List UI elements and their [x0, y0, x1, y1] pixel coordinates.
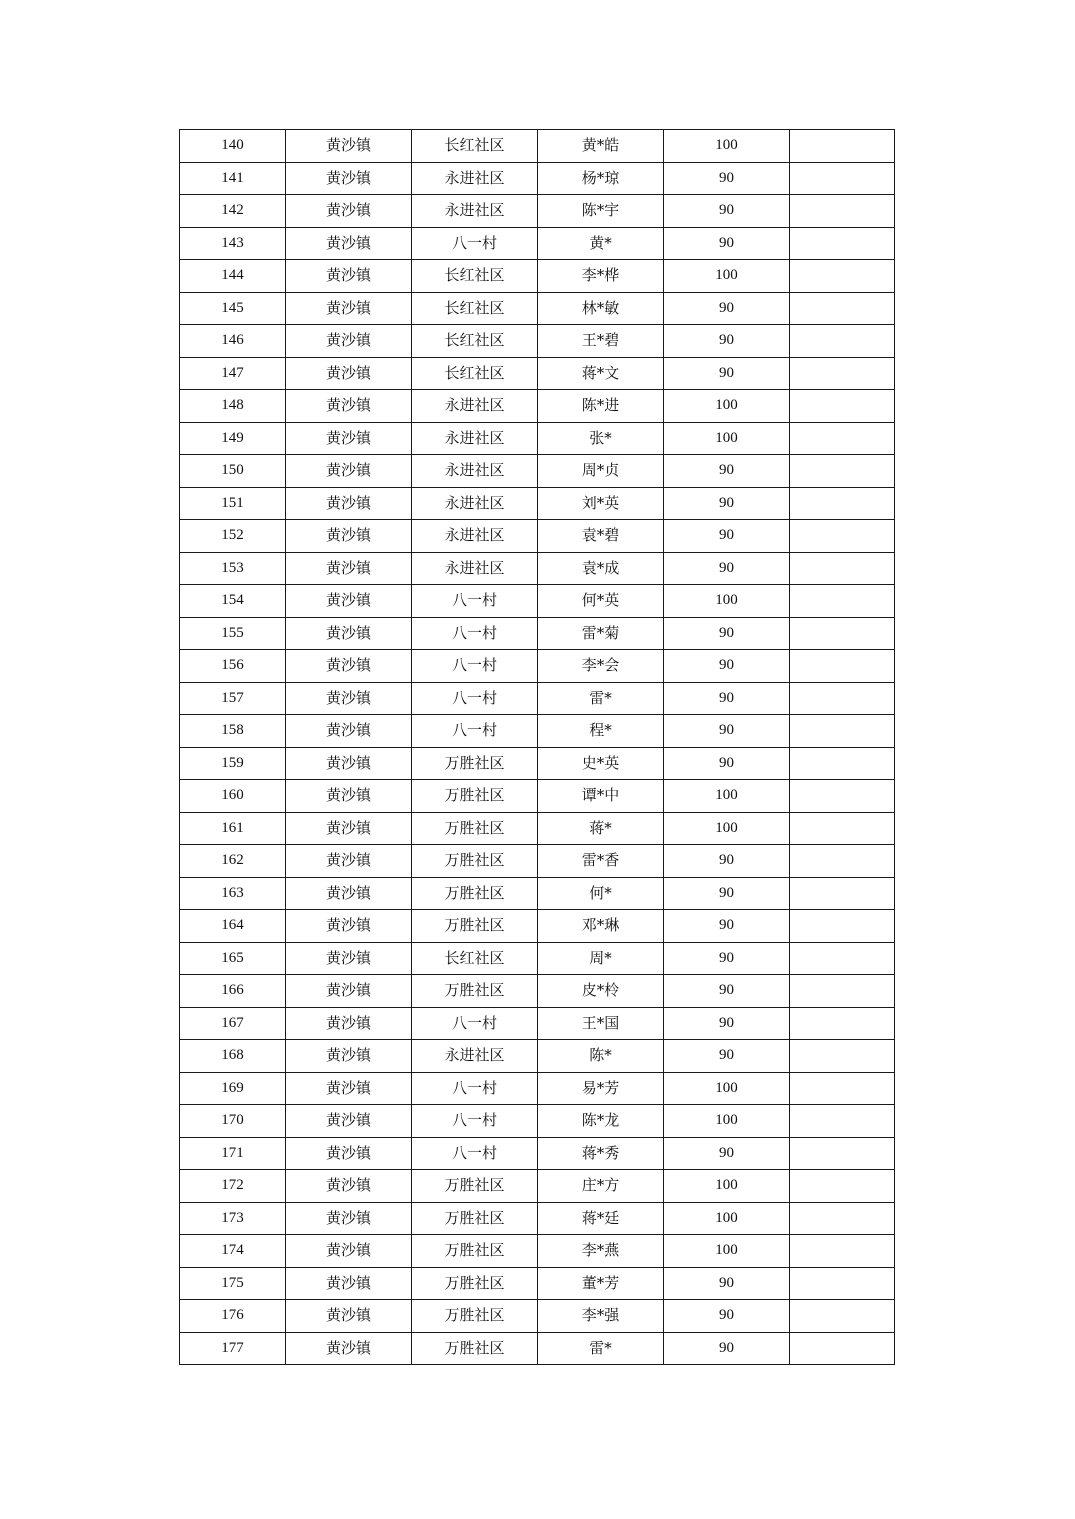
village-cell: 八一村 — [412, 585, 538, 618]
table-row — [180, 1202, 895, 1235]
name-cell: 陈*进 — [538, 390, 664, 423]
row-number-cell: 172 — [180, 1170, 286, 1203]
row-number-cell: 163 — [180, 877, 286, 910]
amount-cell: 90 — [664, 1267, 790, 1300]
note-cell — [790, 520, 895, 553]
note-cell — [790, 455, 895, 488]
name-cell: 雷*菊 — [538, 617, 664, 650]
table-row — [180, 942, 895, 975]
village-cell: 万胜社区 — [412, 812, 538, 845]
row-number-cell: 176 — [180, 1300, 286, 1333]
row-number-cell: 161 — [180, 812, 286, 845]
table-row — [180, 520, 895, 553]
table-row — [180, 162, 895, 195]
roster-table — [179, 129, 895, 1365]
table-row — [180, 422, 895, 455]
amount-cell: 90 — [664, 910, 790, 943]
amount-cell: 100 — [664, 1170, 790, 1203]
amount-cell: 90 — [664, 455, 790, 488]
roster-table-body — [180, 130, 895, 1365]
row-number-cell: 140 — [180, 130, 286, 163]
town-cell: 黄沙镇 — [286, 942, 412, 975]
table-row — [180, 780, 895, 813]
table-row — [180, 390, 895, 423]
note-cell — [790, 585, 895, 618]
amount-cell: 100 — [664, 1202, 790, 1235]
amount-cell: 90 — [664, 682, 790, 715]
note-cell — [790, 487, 895, 520]
town-cell: 黄沙镇 — [286, 162, 412, 195]
row-number-cell: 146 — [180, 325, 286, 358]
name-cell: 李*会 — [538, 650, 664, 683]
note-cell — [790, 130, 895, 163]
note-cell — [790, 845, 895, 878]
note-cell — [790, 552, 895, 585]
village-cell: 长红社区 — [412, 942, 538, 975]
row-number-cell: 141 — [180, 162, 286, 195]
amount-cell: 90 — [664, 227, 790, 260]
note-cell — [790, 260, 895, 293]
village-cell: 永进社区 — [412, 162, 538, 195]
village-cell: 永进社区 — [412, 390, 538, 423]
town-cell: 黄沙镇 — [286, 487, 412, 520]
town-cell: 黄沙镇 — [286, 812, 412, 845]
name-cell: 易*芳 — [538, 1072, 664, 1105]
table-row — [180, 227, 895, 260]
table-row — [180, 585, 895, 618]
amount-cell: 90 — [664, 162, 790, 195]
note-cell — [790, 617, 895, 650]
amount-cell: 90 — [664, 877, 790, 910]
table-row — [180, 845, 895, 878]
village-cell: 万胜社区 — [412, 1202, 538, 1235]
name-cell: 张* — [538, 422, 664, 455]
amount-cell: 100 — [664, 1105, 790, 1138]
amount-cell: 100 — [664, 812, 790, 845]
row-number-cell: 147 — [180, 357, 286, 390]
amount-cell: 90 — [664, 1007, 790, 1040]
town-cell: 黄沙镇 — [286, 877, 412, 910]
town-cell: 黄沙镇 — [286, 552, 412, 585]
name-cell: 李*强 — [538, 1300, 664, 1333]
note-cell — [790, 682, 895, 715]
town-cell: 黄沙镇 — [286, 1202, 412, 1235]
name-cell: 雷* — [538, 1332, 664, 1365]
table-row — [180, 195, 895, 228]
amount-cell: 90 — [664, 942, 790, 975]
table-row — [180, 747, 895, 780]
town-cell: 黄沙镇 — [286, 975, 412, 1008]
note-cell — [790, 1235, 895, 1268]
town-cell: 黄沙镇 — [286, 1072, 412, 1105]
name-cell: 陈*龙 — [538, 1105, 664, 1138]
row-number-cell: 171 — [180, 1137, 286, 1170]
table-row — [180, 650, 895, 683]
town-cell: 黄沙镇 — [286, 390, 412, 423]
table-row — [180, 682, 895, 715]
name-cell: 蒋*廷 — [538, 1202, 664, 1235]
row-number-cell: 151 — [180, 487, 286, 520]
row-number-cell: 155 — [180, 617, 286, 650]
village-cell: 万胜社区 — [412, 1332, 538, 1365]
town-cell: 黄沙镇 — [286, 682, 412, 715]
town-cell: 黄沙镇 — [286, 617, 412, 650]
note-cell — [790, 715, 895, 748]
village-cell: 永进社区 — [412, 1040, 538, 1073]
amount-cell: 90 — [664, 1040, 790, 1073]
name-cell: 雷*香 — [538, 845, 664, 878]
village-cell: 八一村 — [412, 1105, 538, 1138]
note-cell — [790, 422, 895, 455]
town-cell: 黄沙镇 — [286, 1267, 412, 1300]
village-cell: 长红社区 — [412, 292, 538, 325]
village-cell: 八一村 — [412, 1007, 538, 1040]
note-cell — [790, 292, 895, 325]
row-number-cell: 158 — [180, 715, 286, 748]
town-cell: 黄沙镇 — [286, 422, 412, 455]
village-cell: 永进社区 — [412, 195, 538, 228]
name-cell: 周*贞 — [538, 455, 664, 488]
amount-cell: 100 — [664, 130, 790, 163]
amount-cell: 100 — [664, 1235, 790, 1268]
name-cell: 黄*皓 — [538, 130, 664, 163]
amount-cell: 90 — [664, 1300, 790, 1333]
village-cell: 万胜社区 — [412, 877, 538, 910]
name-cell: 雷* — [538, 682, 664, 715]
note-cell — [790, 1170, 895, 1203]
town-cell: 黄沙镇 — [286, 1235, 412, 1268]
table-row — [180, 812, 895, 845]
name-cell: 王*碧 — [538, 325, 664, 358]
village-cell: 万胜社区 — [412, 1267, 538, 1300]
village-cell: 八一村 — [412, 715, 538, 748]
village-cell: 万胜社区 — [412, 747, 538, 780]
amount-cell: 100 — [664, 1072, 790, 1105]
name-cell: 蒋*文 — [538, 357, 664, 390]
row-number-cell: 173 — [180, 1202, 286, 1235]
note-cell — [790, 1137, 895, 1170]
note-cell — [790, 390, 895, 423]
town-cell: 黄沙镇 — [286, 227, 412, 260]
row-number-cell: 153 — [180, 552, 286, 585]
amount-cell: 100 — [664, 390, 790, 423]
note-cell — [790, 1300, 895, 1333]
village-cell: 长红社区 — [412, 130, 538, 163]
row-number-cell: 162 — [180, 845, 286, 878]
table-row — [180, 552, 895, 585]
note-cell — [790, 975, 895, 1008]
table-row — [180, 617, 895, 650]
row-number-cell: 152 — [180, 520, 286, 553]
row-number-cell: 159 — [180, 747, 286, 780]
table-row — [180, 1300, 895, 1333]
row-number-cell: 156 — [180, 650, 286, 683]
name-cell: 黄* — [538, 227, 664, 260]
amount-cell: 90 — [664, 357, 790, 390]
amount-cell: 90 — [664, 552, 790, 585]
note-cell — [790, 357, 895, 390]
amount-cell: 100 — [664, 585, 790, 618]
note-cell — [790, 650, 895, 683]
table-row — [180, 455, 895, 488]
town-cell: 黄沙镇 — [286, 1170, 412, 1203]
note-cell — [790, 812, 895, 845]
town-cell: 黄沙镇 — [286, 260, 412, 293]
name-cell: 袁*碧 — [538, 520, 664, 553]
amount-cell: 90 — [664, 195, 790, 228]
note-cell — [790, 1332, 895, 1365]
table-row — [180, 1105, 895, 1138]
village-cell: 万胜社区 — [412, 975, 538, 1008]
row-number-cell: 148 — [180, 390, 286, 423]
note-cell — [790, 877, 895, 910]
row-number-cell: 165 — [180, 942, 286, 975]
village-cell: 万胜社区 — [412, 910, 538, 943]
table-row — [180, 1040, 895, 1073]
town-cell: 黄沙镇 — [286, 650, 412, 683]
amount-cell: 90 — [664, 715, 790, 748]
row-number-cell: 157 — [180, 682, 286, 715]
amount-cell: 90 — [664, 520, 790, 553]
village-cell: 八一村 — [412, 617, 538, 650]
name-cell: 杨*琼 — [538, 162, 664, 195]
note-cell — [790, 162, 895, 195]
row-number-cell: 168 — [180, 1040, 286, 1073]
row-number-cell: 174 — [180, 1235, 286, 1268]
town-cell: 黄沙镇 — [286, 195, 412, 228]
row-number-cell: 143 — [180, 227, 286, 260]
village-cell: 八一村 — [412, 1137, 538, 1170]
village-cell: 万胜社区 — [412, 1170, 538, 1203]
table-row — [180, 715, 895, 748]
note-cell — [790, 1007, 895, 1040]
town-cell: 黄沙镇 — [286, 1105, 412, 1138]
village-cell: 永进社区 — [412, 520, 538, 553]
note-cell — [790, 325, 895, 358]
village-cell: 万胜社区 — [412, 1300, 538, 1333]
name-cell: 程* — [538, 715, 664, 748]
village-cell: 万胜社区 — [412, 845, 538, 878]
table-row — [180, 325, 895, 358]
row-number-cell: 167 — [180, 1007, 286, 1040]
table-row — [180, 1235, 895, 1268]
table-row — [180, 292, 895, 325]
row-number-cell: 145 — [180, 292, 286, 325]
table-row — [180, 1170, 895, 1203]
amount-cell: 90 — [664, 617, 790, 650]
row-number-cell: 164 — [180, 910, 286, 943]
table-row — [180, 910, 895, 943]
name-cell: 陈* — [538, 1040, 664, 1073]
town-cell: 黄沙镇 — [286, 1007, 412, 1040]
table-row — [180, 1332, 895, 1365]
amount-cell: 100 — [664, 260, 790, 293]
town-cell: 黄沙镇 — [286, 1040, 412, 1073]
note-cell — [790, 910, 895, 943]
town-cell: 黄沙镇 — [286, 910, 412, 943]
village-cell: 八一村 — [412, 650, 538, 683]
amount-cell: 100 — [664, 422, 790, 455]
town-cell: 黄沙镇 — [286, 1137, 412, 1170]
amount-cell: 90 — [664, 292, 790, 325]
village-cell: 八一村 — [412, 682, 538, 715]
name-cell: 史*英 — [538, 747, 664, 780]
row-number-cell: 177 — [180, 1332, 286, 1365]
name-cell: 庄*方 — [538, 1170, 664, 1203]
row-number-cell: 149 — [180, 422, 286, 455]
row-number-cell: 154 — [180, 585, 286, 618]
amount-cell: 90 — [664, 1332, 790, 1365]
town-cell: 黄沙镇 — [286, 585, 412, 618]
note-cell — [790, 1105, 895, 1138]
village-cell: 永进社区 — [412, 455, 538, 488]
amount-cell: 90 — [664, 487, 790, 520]
table-row — [180, 1007, 895, 1040]
table-row — [180, 1072, 895, 1105]
name-cell: 王*国 — [538, 1007, 664, 1040]
table-row — [180, 1137, 895, 1170]
village-cell: 八一村 — [412, 227, 538, 260]
village-cell: 长红社区 — [412, 357, 538, 390]
note-cell — [790, 1267, 895, 1300]
row-number-cell: 142 — [180, 195, 286, 228]
town-cell: 黄沙镇 — [286, 845, 412, 878]
name-cell: 李*燕 — [538, 1235, 664, 1268]
note-cell — [790, 747, 895, 780]
row-number-cell: 170 — [180, 1105, 286, 1138]
table-row — [180, 487, 895, 520]
amount-cell: 90 — [664, 325, 790, 358]
name-cell: 林*敏 — [538, 292, 664, 325]
name-cell: 何*英 — [538, 585, 664, 618]
row-number-cell: 166 — [180, 975, 286, 1008]
town-cell: 黄沙镇 — [286, 357, 412, 390]
town-cell: 黄沙镇 — [286, 1332, 412, 1365]
amount-cell: 90 — [664, 975, 790, 1008]
amount-cell: 90 — [664, 845, 790, 878]
town-cell: 黄沙镇 — [286, 292, 412, 325]
row-number-cell: 160 — [180, 780, 286, 813]
town-cell: 黄沙镇 — [286, 1300, 412, 1333]
name-cell: 何* — [538, 877, 664, 910]
town-cell: 黄沙镇 — [286, 780, 412, 813]
table-row — [180, 1267, 895, 1300]
row-number-cell: 144 — [180, 260, 286, 293]
table-row — [180, 357, 895, 390]
town-cell: 黄沙镇 — [286, 520, 412, 553]
amount-cell: 90 — [664, 747, 790, 780]
town-cell: 黄沙镇 — [286, 325, 412, 358]
village-cell: 永进社区 — [412, 552, 538, 585]
village-cell: 长红社区 — [412, 325, 538, 358]
name-cell: 陈*宇 — [538, 195, 664, 228]
name-cell: 皮*柃 — [538, 975, 664, 1008]
name-cell: 李*桦 — [538, 260, 664, 293]
town-cell: 黄沙镇 — [286, 455, 412, 488]
name-cell: 刘*英 — [538, 487, 664, 520]
town-cell: 黄沙镇 — [286, 130, 412, 163]
row-number-cell: 169 — [180, 1072, 286, 1105]
note-cell — [790, 227, 895, 260]
village-cell: 万胜社区 — [412, 1235, 538, 1268]
table-row — [180, 260, 895, 293]
note-cell — [790, 1202, 895, 1235]
amount-cell: 90 — [664, 1137, 790, 1170]
name-cell: 蒋*秀 — [538, 1137, 664, 1170]
village-cell: 万胜社区 — [412, 780, 538, 813]
town-cell: 黄沙镇 — [286, 747, 412, 780]
name-cell: 周* — [538, 942, 664, 975]
village-cell: 永进社区 — [412, 422, 538, 455]
village-cell: 八一村 — [412, 1072, 538, 1105]
amount-cell: 100 — [664, 780, 790, 813]
name-cell: 谭*中 — [538, 780, 664, 813]
name-cell: 袁*成 — [538, 552, 664, 585]
note-cell — [790, 1040, 895, 1073]
note-cell — [790, 942, 895, 975]
table-row — [180, 877, 895, 910]
village-cell: 长红社区 — [412, 260, 538, 293]
amount-cell: 90 — [664, 650, 790, 683]
town-cell: 黄沙镇 — [286, 715, 412, 748]
name-cell: 蒋* — [538, 812, 664, 845]
name-cell: 邓*琳 — [538, 910, 664, 943]
village-cell: 永进社区 — [412, 487, 538, 520]
row-number-cell: 175 — [180, 1267, 286, 1300]
note-cell — [790, 195, 895, 228]
table-row — [180, 975, 895, 1008]
note-cell — [790, 780, 895, 813]
note-cell — [790, 1072, 895, 1105]
name-cell: 董*芳 — [538, 1267, 664, 1300]
table-row — [180, 130, 895, 163]
row-number-cell: 150 — [180, 455, 286, 488]
